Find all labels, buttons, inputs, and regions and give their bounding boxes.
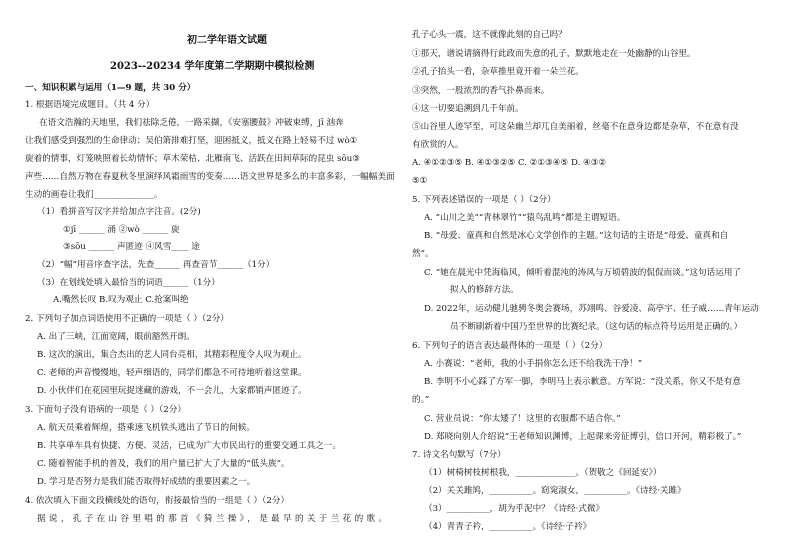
option-c: C. 老师的声音慢慢地，轻声细语的，同学们都急不可待地听着这堂课。	[37, 368, 307, 378]
option-d: D. 2022年，运动健儿驰骋冬奥会赛场，苏翊鸣、谷爱凌、高亭宇、任子威……青年运动	[424, 304, 759, 314]
section-heading: 一、知识积累与运用（1—9 题，共 30 分）	[25, 83, 196, 93]
passage-line: 孔子心头一震，这不就像此刻的自己吗？	[412, 30, 567, 40]
exam-subtitle: 2023--20234 学年度第二学期期中模拟检测	[110, 61, 315, 72]
passage-line: 据说，孔子在山谷里唱的那首《猗兰操》，是最早的关于兰花的歌。	[37, 514, 387, 524]
sentence-5: ⑤山谷里人迹罕至，可这朵幽兰却兀自美丽着，丝毫不在意身边都是杂草，不在意有没	[412, 122, 739, 132]
option-b: B. “母爱、童真和自然是冰心文学创作的主题。”这句话的主语是“母爱、童真和自	[424, 231, 729, 241]
option-b: B. 这次的演出，集合杰出的艺人同台亮相，其精彩程度令人叹为观止。	[37, 350, 307, 360]
passage-line: 声些……自然万物在春夏秋冬里演绎风霜雨雪的变奏……语文世界是多么的丰富多彩，一幅幅美面	[25, 172, 395, 182]
option-b-cont: 然”。	[412, 249, 434, 259]
option-c: C. 营业员说：“你太矮了！这里的衣服都不适合你。”	[424, 414, 621, 424]
option-c-cont: 拟人的修辞方法。	[450, 285, 519, 295]
poem-blank-2: （2）关关雎鸠，__________。窈窕淑女，__________。《诗经·关雎》	[424, 486, 686, 496]
passage-line: 生动的画卷让我们______________。	[25, 190, 163, 200]
option-b: B. 共享单车具有快捷、方便、灵活，已成为广大市民出行的重要交通工具之一。	[37, 441, 341, 451]
passage-line: 让我们感受到强烈的生命律动；吴伯箫排难打坚，迎困抵义，抵义在路上轻易不过 wò①	[25, 136, 358, 146]
option-a: A. 小赛说：“老师，我的小手捐你怎么还不给我洗干净！”	[424, 359, 643, 369]
question-4: 4. 依次填入下面文段横线处的语句，衔接最恰当的一组是（ ）（2分）	[25, 496, 290, 506]
option-c: C. “她在晨光中凭海临风，倾听着混沌的涛风与万顷碧波的侃侃而谈。”这句话运用了	[424, 268, 742, 278]
option-d: D. 小伙伴们在花园里玩捉迷藏的游戏，不一会儿，大家都销声匿迹了。	[37, 386, 307, 396]
poem-blank-1: （1）树椅树枝树根我，______________。（贺敬之《回延安》）	[424, 468, 662, 478]
exam-title: 初二学年语文试题	[187, 35, 267, 46]
option-a: A. 航天员乘着辉煌，搭乘速飞机铁头逃出了节日的间候。	[37, 423, 255, 433]
sentence-5-cont: 有欣赏的人。	[412, 140, 464, 150]
sub-question: （2）“幅”用音序查字法，先查______ 再查音节______（1分）	[37, 260, 275, 270]
option-c: C. 随着智能手机的普及，我们的用户量已扩大了大量的“低头族”。	[37, 459, 290, 469]
pinyin-blanks: ①jī ______ 涌 ②wò ______ 旋	[63, 225, 180, 235]
sub-question: （3）在划线处填入最恰当的词语______（1分）	[37, 278, 220, 288]
option-d-cont: 员不断刷新着中国乃至世界的比赛纪录。（这句话的标点符号运用是正确的。）	[450, 322, 743, 332]
sub-question: （1）看拼音写汉字并给加点字注音。(2分)	[37, 207, 201, 217]
pinyin-blanks: ③sōu ______ 声匿迹 ④风雪____ 途	[63, 242, 200, 252]
question-7: 7. 诗文名句默写（7分）	[412, 450, 506, 460]
sentence-2: ②孔子抬头一看，杂草推里竟开着一朵兰花。	[412, 67, 584, 77]
sentence-4: ④这一切要追溯到几千年前。	[412, 104, 524, 114]
answer-options: A. ④①②③⑤ B. ④①③②⑤ C. ②①③④⑤ D. ④③②	[412, 158, 607, 168]
poem-blank-4: （4）青青子衿，__________。《诗经·子衿》	[424, 522, 592, 532]
question-6: 6. 下列句子的语言表达最得体的一项是（ ）（2分）	[412, 341, 608, 351]
option-d: D. 郑晓向别人介绍说“王老师知识渊博，上起课来旁征博引，信口开河，精彩极了。”	[424, 432, 742, 442]
question-1: 1. 根据语境完成题目。（共 4 分）	[25, 100, 155, 110]
question-3: 3. 下面句子没有语病的一项是（ ）（2分）	[25, 405, 186, 415]
poem-blank-3: （3）__________，胡为乎泥中？《诗经·式微》	[424, 504, 605, 514]
option-a: A. 出了三峡，江面宽阔，眼前豁然开朗。	[37, 332, 195, 342]
passage-line: 旋着的情事，灯笼映照着长幼情怀；草木荣枯、北雁南飞、活跃在田间草际的昆虫 sōu③	[25, 154, 360, 164]
option-b: B. 李明不小心踩了方军一脚，李明马上表示歉意。方军说：“没关系，你又不是有意	[424, 377, 741, 387]
question-2: 2. 下列句子加点词语使用不正确的一项是（ ）（2分）	[25, 314, 229, 324]
passage-line: 在语文浩瀚的天地里，我们祛除乏倦，一路采撷，《安塞腰鼓》冲破束缚，jī 汹奔	[39, 118, 344, 128]
answer-options-cont: ⑤①	[412, 176, 428, 186]
question-5: 5. 下列表述错误的一项是（ ）（2分）	[412, 195, 556, 205]
option-b-cont: 的。”	[412, 395, 430, 405]
sentence-1: ①那天，谱说请摘得行此政而失意的孔子，默默地走在一处幽静的山谷里。	[412, 49, 696, 59]
option-a: A. “山川之美”“青林翠竹”“猿鸟乱鸣”都是主谓短语。	[424, 213, 626, 223]
option-d: D. 学习是否努力是我们能否取得好成绩的重要因素之一。	[37, 477, 256, 487]
sentence-3: ③突然，一股浓烈的香气扑鼻而来。	[412, 86, 550, 96]
answer-options: A.嘴然长叹 B.叹为观止 C.抢案叫绝	[53, 295, 189, 305]
